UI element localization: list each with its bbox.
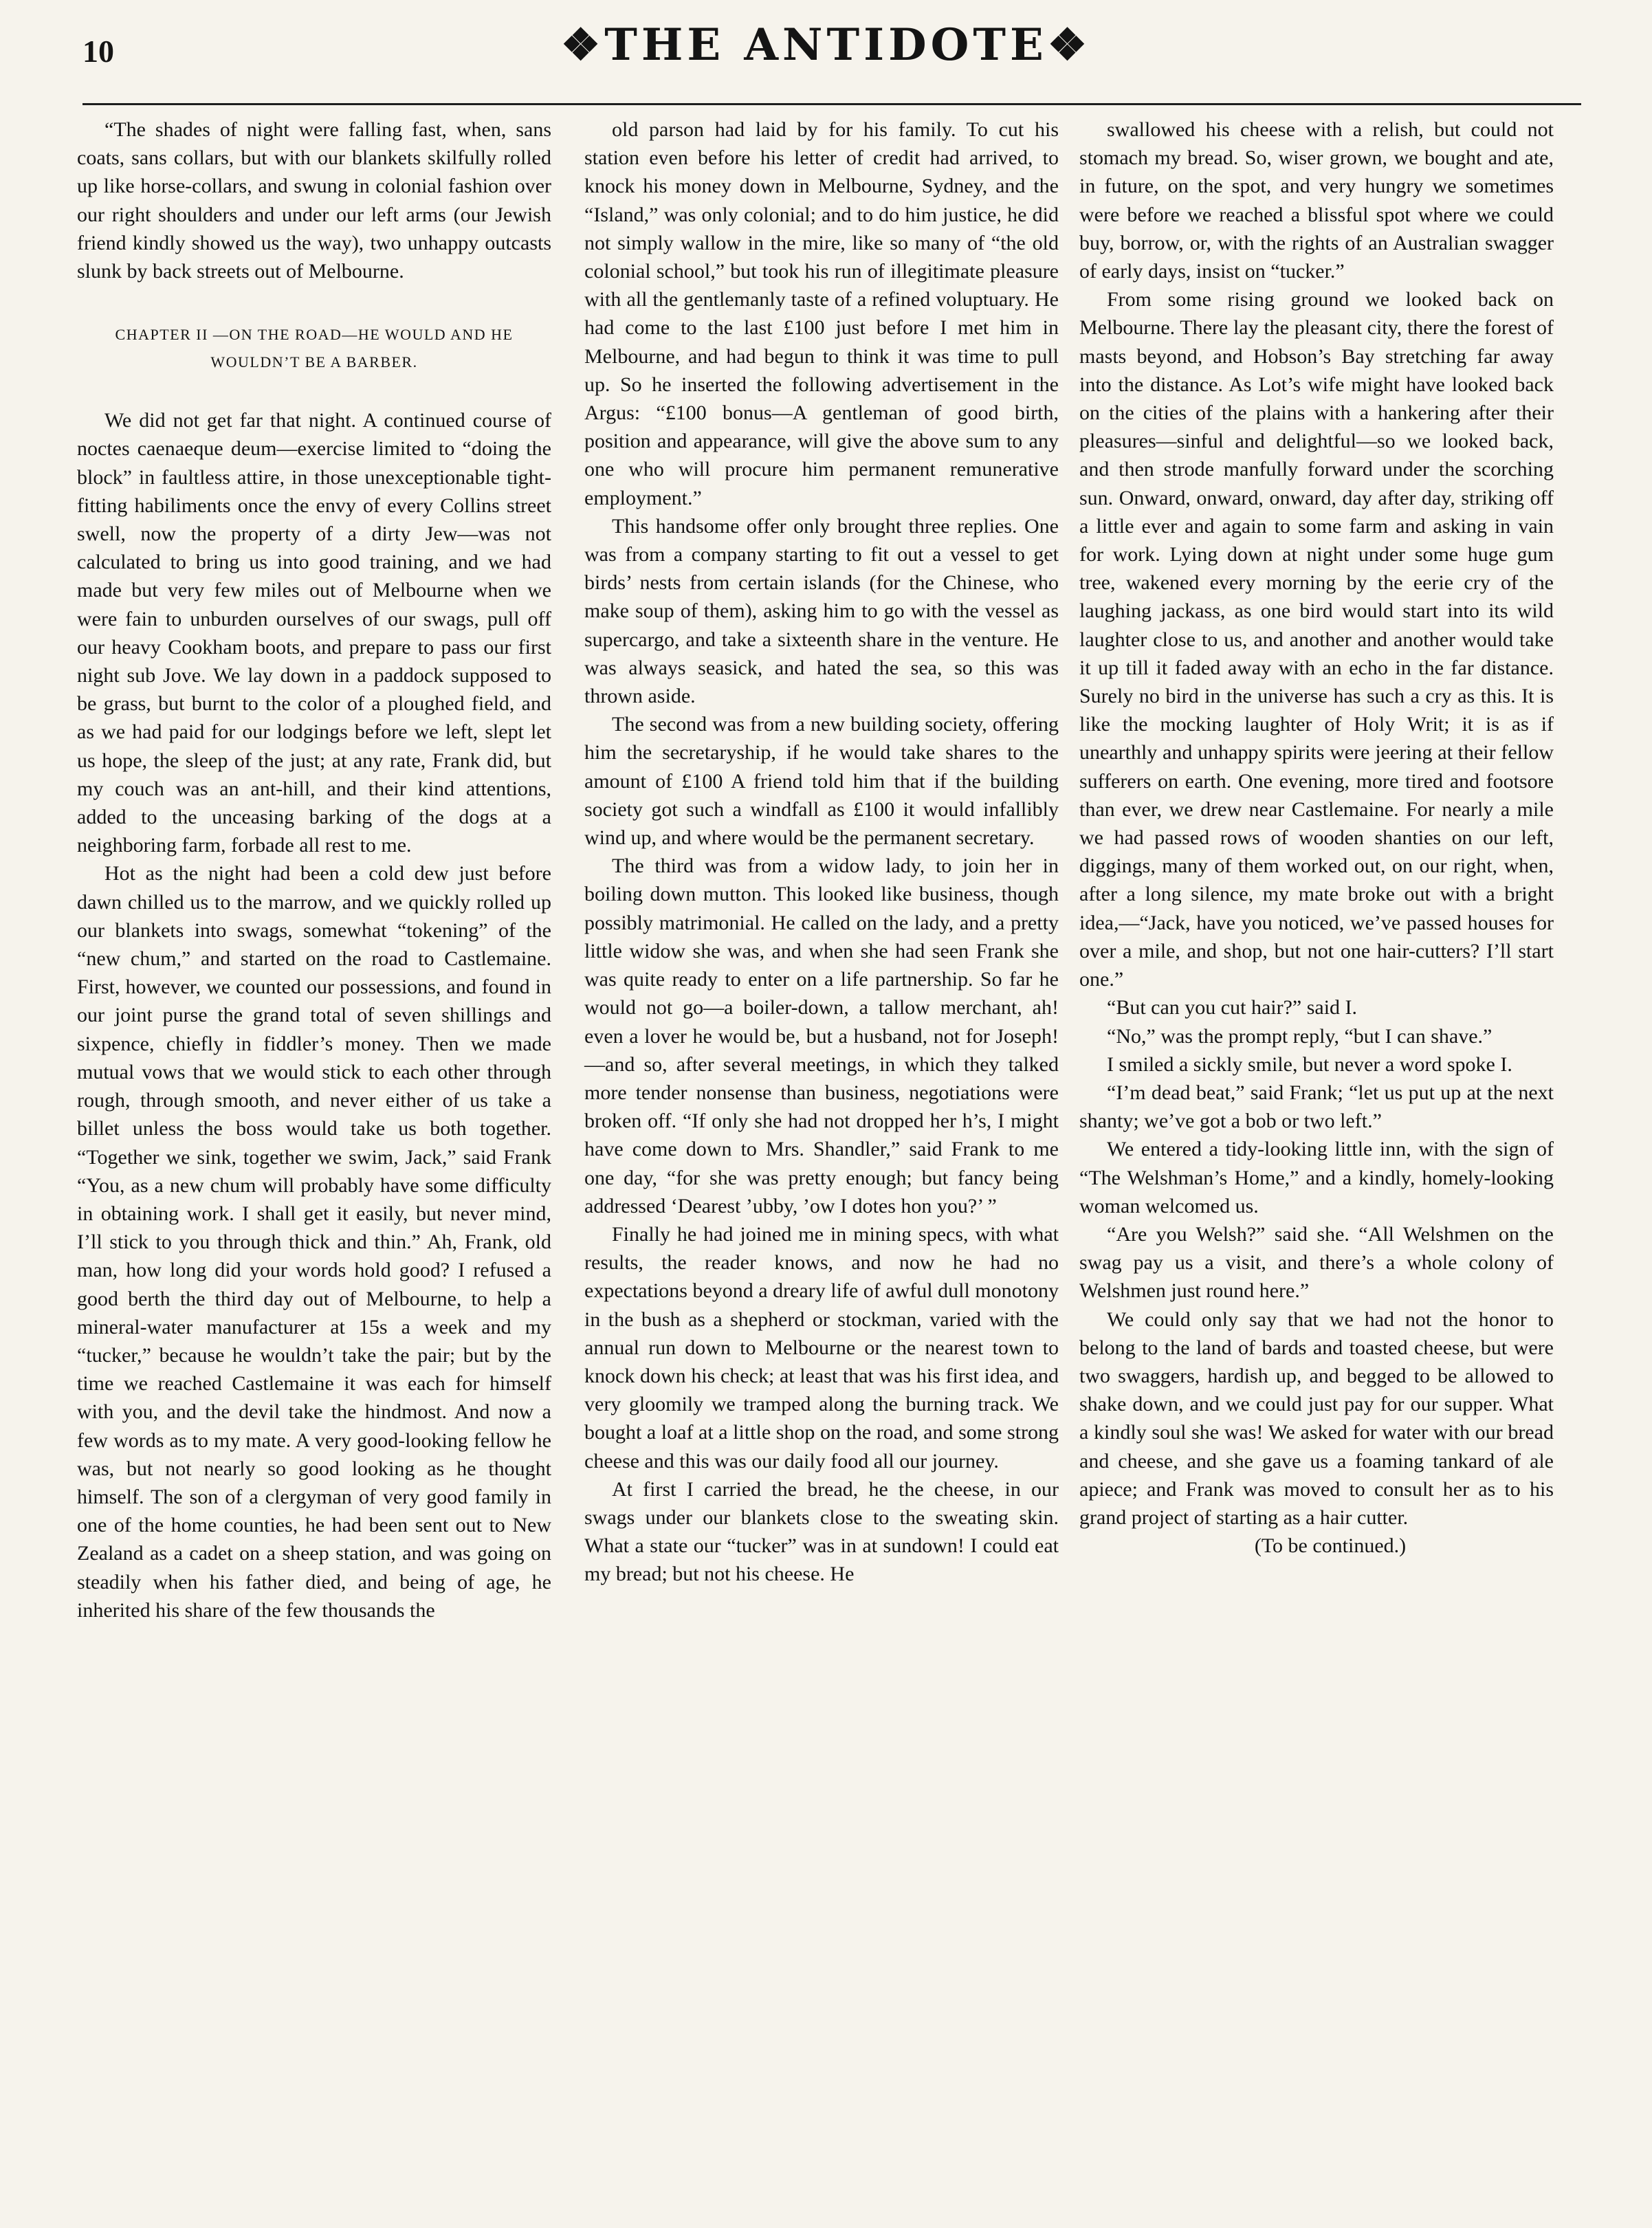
paragraph: From some rising ground we looked back on Melbourne. There lay the pleasant city, there the forest of masts beyond, and Hobson’s Bay stretching far away into the distance. As Lot’s wife might have looked back on the cities of the plains with a hankering after their pleasures—sinful and delightful—so we looked back, and then strode manfully forward under the scorching sun. Onward, onward, onward, day after day, striking off a little ever and again to some farm and asking in vain for work. Lying down at night under some huge gum tree, wakened every morning by the eerie cry of the laughing jackass, as one bird would start into its wild laughter close to us, and another and another would take it up till it faded away with an echo in the far distance. Surely no bird in the universe has such a cry as this. It is like the mocking laughter of Holy Writ; it is as if unearthly and unhappy spirits were jeering at their fellow sufferers on earth. One evening, more tired and footsore than ever, we drew near Castlemaine. For nearly a mile we had passed rows of wooden shanties on our left, diggings, many of them worked out, on our right, when, after a long silence, my mate broke out with a bright idea,—“Jack, have you noticed, we’ve passed houses for over a mile, and shop, but not one hair-cutters? I’ll start one.” (1079, 288, 1554, 991)
chapter-heading: CHAPTER II —ON THE ROAD—HE WOULD AND HE WOULDN’T BE A BARBER. (115, 326, 514, 371)
article-column-3 (1079, 115, 1554, 1560)
masthead: ❖THE ANTIDOTE❖ (560, 19, 1092, 71)
header-rule (82, 103, 1581, 105)
paragraph: old parson had laid by for his family. To cut his station even before his letter of credit had arrived, to knock his money down in Melbourne, Sydney, and the “Island,” was only colonial; and to do him justice, he did not simply wallow in the mire, like so many of “the old colonial school,” but took his run of illegitimate pleasure with all the gentlemanly taste of a refined voluptuary. He had come to the last £100 just before I met him in Melbourne, and had begun to think it was time to pull up. So he inserted the following advertisement in the Argus: “£100 bonus—A gentleman of good birth, position and appearance, will give the above sum to any one who will procure him permanent remunerative employment.” (584, 118, 1059, 509)
paragraph: “But can you cut hair?” said I. (1107, 996, 1358, 1019)
paragraph: swallowed his cheese with a relish, but could not stomach my bread. So, wiser grown, we bought and ate, in future, on the spot, and very hungry we sometimes were before we reached a blissful spot where we could buy, borrow, or, with the rights of an Australian swagger of early days, insist on “tucker.” (1079, 118, 1554, 283)
page-number: 10 (82, 34, 114, 69)
paragraph: Finally he had joined me in mining specs, with what results, the reader knows, and now he had no expectations beyond a dreary life of awful dull monotony in the bush as a shepherd or stockman, varied with the annual run down to Melbourne or the nearest town to knock down his check; at least that was his first idea, and very gloomily we tramped along the burning track. We bought a loaf at a little shop on the road, and some strong cheese and this was our daily food all our journey. (584, 1222, 1059, 1473)
article-column-1 (77, 115, 551, 1624)
paragraph: “The shades of night were falling fast, when, sans coats, sans collars, but with our blankets skilfully rolled up like horse-collars, and swung in colonial fashion over our right shoulders and under our left arms (our Jewish friend kindly showed us the way), two unhappy outcasts slunk by back streets out of Melbourne. (77, 118, 551, 283)
paragraph: This handsome offer only brought three replies. One was from a company starting to fit out a vessel to get birds’ nests from certain islands (for the Chinese, who make soup of them), asking him to go with the vessel as supercargo, and take a sixteenth share in the venture. He was always seasick, and hated the sea, so this was thrown aside. (584, 514, 1059, 708)
paragraph: “Are you Welsh?” said she. “All Welshmen on the swag pay us a visit, and there’s a whole colony of Welshmen just round here.” (1079, 1222, 1554, 1303)
paragraph: The second was from a new building society, offering him the secretaryship, if he would take shares to the amount of £100 A friend told him that if the building society got such a windfall as £100 it would infallibly wind up, and where would be the permanent secretary. (584, 713, 1059, 850)
paragraph: “No,” was the prompt reply, “but I can shave.” (1107, 1024, 1493, 1048)
paragraph: At first I carried the bread, he the cheese, in our swags under our blankets close to the sweating skin. What a state our “tucker” was in at sundown! I could eat my bread; but not his cheese. He (584, 1477, 1059, 1586)
paragraph: “I’m dead beat,” said Frank; “let us put up at the next shanty; we’ve got a bob or two left.” (1079, 1081, 1554, 1133)
article-column-2 (584, 115, 1059, 1589)
paragraph: We did not get far that night. A continued course of noctes caenaeque deum—exercise limited to “doing the block” in faultless attire, in those unexceptionable tight-fitting habiliments once the envy of every Collins street swell, now the property of a dirty Jew—was not calculated to bring us into good training, and we had made but very few miles out of Melbourne when we were fain to unburden ourselves of our swags, pull off our heavy Cookham boots, and prepare to pass our first night sub Jove. We lay down in a paddock supposed to be grass, but burnt to the color of a ploughed field, and as we had paid for our lodgings before we left, slept let us hope, the sleep of the just; at any rate, Frank did, but my couch was an ant-hill, and their kind attentions, added to the unceasing barking of the dogs at a neighboring farm, forbade all rest to me. (77, 409, 551, 857)
paragraph: We entered a tidy-looking little inn, with the sign of “The Welshman’s Home,” and a kindly, homely-looking woman welcomed us. (1079, 1138, 1554, 1217)
to-be-continued: (To be continued.) (1254, 1534, 1407, 1558)
paragraph: The third was from a widow lady, to join her in boiling down mutton. This looked like business, though possibly matrimonial. He called on the lady, and a pretty little widow she was, and when she had seen Frank she was quite ready to enter on a life partnership. So far he would not go—a boiler-down, a tallow merchant, ah! even a lover he would be, but a husband, not for Joseph!—and so, after several meetings, in which they talked more tender nonsense than business, negotiations were broken off. “If only she had not dropped her h’s, I might have come down to Mrs. Shandler,” said Frank to me one day, “for she was pretty enough; but fancy being addressed ‘Dearest ’ubby, ’ow I dotes hon you?’ ” (584, 854, 1059, 1217)
paragraph: Hot as the night had been a cold dew just before dawn chilled us to the marrow, and we quickly rolled up our blankets into swags, somewhat “tokening” of the “new chum,” and started on the road to Castlemaine. First, however, we counted our possessions, and found in our joint purse the grand total of seven shillings and sixpence, chiefly in fiddler’s money. Then we made mutual vows that we would stick to each other through rough, through smooth, and never either of us take a billet unless the boss would take us both together. “Together we sink, together we swim, Jack,” said Frank “You, as a new chum will probably have some difficulty in obtaining work. I shall get it easily, but never mind, I’ll stick to you through thick and thin.” Ah, Frank, old man, how long did your words hold good? I refused a good berth the third day out of Melbourne, to help a mineral-water manufacturer at 15s a week and my “tucker,” because he wouldn’t take the pair; but by the time we reached Castlemaine it was each for himself with you, and the devil take the hindmost. And now a few words as to my mate. A very good-looking fellow he was, but not nearly so good looking as he thought himself. The son of a clergyman of very good family in one of the home counties, he had been sent out to New Zealand as a cadet on a sheep station, and was going on steadily when his father died, and being of age, he inherited his share of the few thousands the (77, 862, 551, 1622)
paragraph: We could only say that we had not the honor to belong to the land of bards and toasted cheese, but were two swaggers, hardish up, and begged to be allowed to shake down, and we could just pay for our supper. What a kindly soul she was! We asked for water with our bread and cheese, and she gave us a foaming tankard of ale apiece; and Frank was moved to consult her as to his grand project of starting as a hair cutter. (1079, 1308, 1554, 1529)
paragraph: I smiled a sickly smile, but never a word spoke I. (1107, 1052, 1512, 1076)
